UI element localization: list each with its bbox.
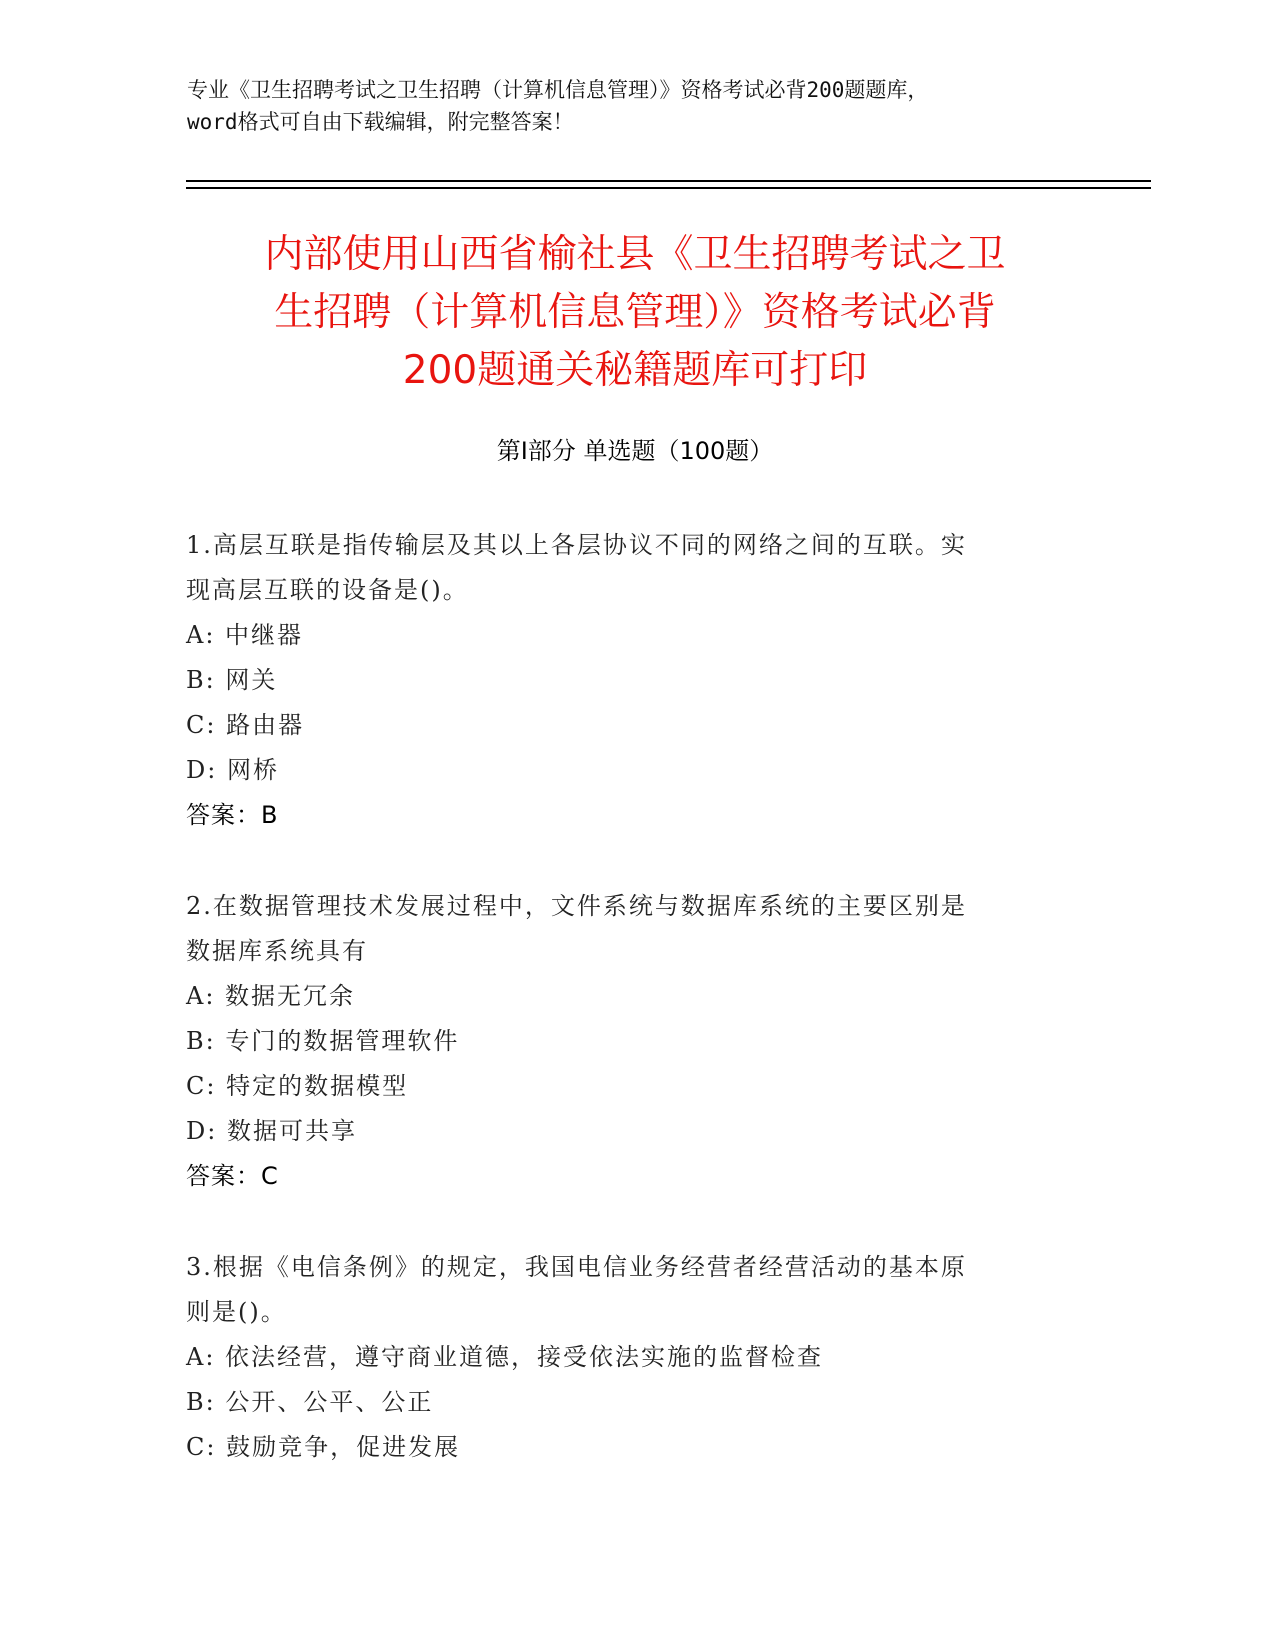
- question-stem-line-1: 2.在数据管理技术发展过程中，文件系统与数据库系统的主要区别是: [186, 892, 967, 920]
- answer: 答案：B: [186, 801, 279, 829]
- document-title-line-2: 生招聘（计算机信息管理）》资格考试必背: [274, 290, 996, 335]
- section-heading: 第Ⅰ部分 单选题（100题）: [496, 437, 774, 465]
- header-divider-bottom: [186, 187, 1151, 189]
- question-stem-line-2: 现高层互联的设备是()。: [186, 576, 469, 604]
- header-note-line-2: word格式可自由下载编辑，附完整答案！: [187, 110, 574, 134]
- header-note-line-1: 专业《卫生招聘考试之卫生招聘（计算机信息管理）》资格考试必背200题题库，: [187, 78, 929, 102]
- document-title: [180, 226, 1090, 400]
- option-a: A: 数据无冗余: [186, 982, 356, 1010]
- answer: 答案：C: [186, 1162, 279, 1190]
- question-stem: [186, 1245, 1066, 1335]
- option-a: A: 中继器: [186, 621, 304, 649]
- document-title-line-3: 200题通关秘籍题库可打印: [402, 348, 868, 393]
- option-c: C: 路由器: [186, 711, 305, 739]
- question-3: [186, 1245, 1066, 1470]
- option-d: D: 数据可共享: [186, 1117, 357, 1145]
- header-note: [187, 74, 1127, 138]
- option-c: C: 鼓励竞争，促进发展: [186, 1433, 461, 1461]
- question-stem-line-2: 数据库系统具有: [186, 937, 368, 965]
- option-a: A: 依法经营，遵守商业道德，接受依法实施的监督检查: [186, 1343, 824, 1371]
- option-b: B: 专门的数据管理软件: [186, 1027, 460, 1055]
- option-b: B: 网关: [186, 666, 278, 694]
- question-stem: [186, 523, 1066, 613]
- header-divider-top: [186, 180, 1151, 182]
- option-b: B: 公开、公平、公正: [186, 1388, 434, 1416]
- question-stem-line-2: 则是()。: [186, 1298, 287, 1326]
- option-d: D: 网桥: [186, 756, 279, 784]
- question-stem-line-1: 3.根据《电信条例》的规定，我国电信业务经营者经营活动的基本原: [186, 1253, 967, 1281]
- question-stem-line-1: 1.高层互联是指传输层及其以上各层协议不同的网络之间的互联。实: [186, 531, 967, 559]
- option-c: C: 特定的数据模型: [186, 1072, 409, 1100]
- question-1: [186, 523, 1066, 838]
- document-title-line-1: 内部使用山西省榆社县《卫生招聘考试之卫: [264, 232, 1006, 277]
- question-stem: [186, 884, 1066, 974]
- question-2: [186, 884, 1066, 1199]
